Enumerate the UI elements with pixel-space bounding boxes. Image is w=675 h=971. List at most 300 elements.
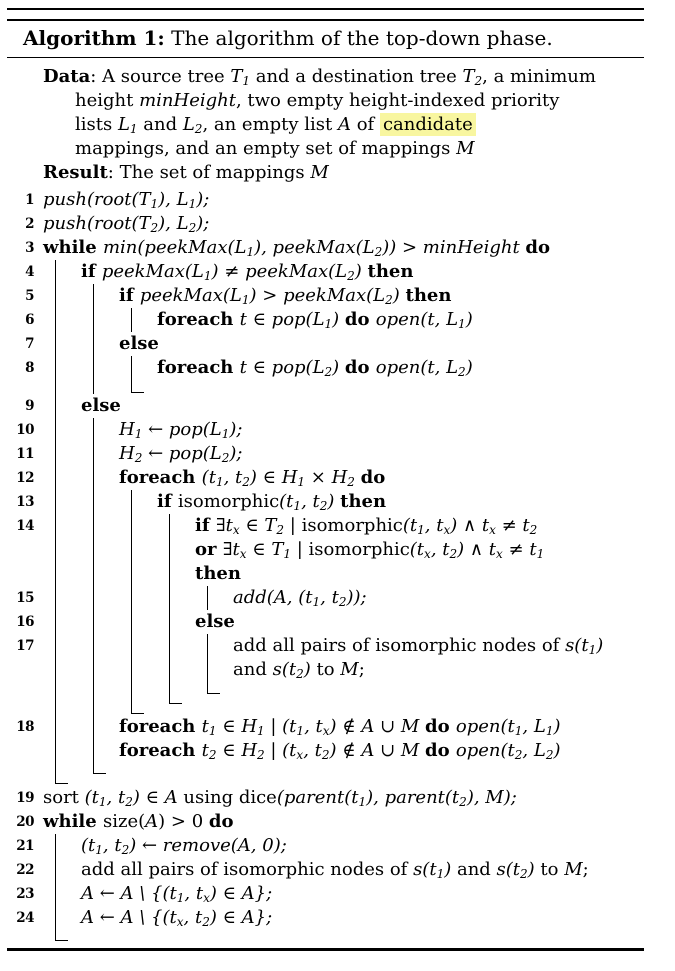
- block-rule: [93, 514, 94, 538]
- seg-rm: ;: [582, 859, 589, 881]
- block-rule: [131, 610, 132, 634]
- seg-rm: , a minimum: [482, 66, 596, 88]
- code-text: [34, 418, 644, 442]
- seg-m: \ {($t_1$, $t_x$) ∈: [133, 883, 242, 906]
- seg-rm: size(: [102, 811, 146, 833]
- seg-m: ($t_1$, $t_x$) ∧ $t_x \ne t_2$: [402, 515, 538, 538]
- block-close-gap: [7, 682, 644, 715]
- block-rule: [55, 858, 56, 882]
- block-rule: [93, 682, 94, 715]
- seg-m: add(A, ($t_1$, $t_2$));: [233, 587, 367, 610]
- line-number: 21: [16, 838, 34, 855]
- block-rule: [55, 380, 56, 394]
- line-number: 12: [16, 470, 34, 487]
- line-number: 19: [16, 790, 34, 807]
- seg-rm: isomorphic: [308, 539, 410, 561]
- code-text: [34, 858, 644, 882]
- seg-cal: M: [340, 659, 359, 681]
- seg-cal: A: [361, 740, 375, 762]
- seg-rm: and: [451, 859, 497, 881]
- top-rule-outer: [7, 8, 644, 10]
- algo-line-9: [7, 394, 644, 418]
- algo-line-11: [7, 442, 644, 466]
- block-rule: [131, 490, 132, 514]
- seg-cal: M: [400, 716, 420, 738]
- block-rule: [207, 658, 208, 682]
- seg-m: $H_2$ ← $pop(L_2)$;: [119, 443, 243, 466]
- seg-m: };: [254, 907, 273, 929]
- seg-rm: :: [90, 66, 103, 88]
- seg-cal: A: [241, 907, 255, 929]
- seg-kw: or: [195, 539, 223, 561]
- seg-m: $T_1$: [230, 66, 251, 89]
- seg-m: ($t_1$, $t_2$) ∈: [84, 787, 165, 810]
- line-number: [7, 538, 34, 562]
- seg-m: $H_1$ ← $pop(L_1)$;: [119, 419, 243, 442]
- line-number: 15: [16, 590, 34, 607]
- bottom-rule: [7, 948, 644, 951]
- block-rule: [93, 490, 94, 514]
- line-number: 7: [25, 336, 34, 353]
- block-end-elbow: [131, 380, 144, 393]
- algorithm-caption-title: The algorithm of the top-down phase.: [164, 25, 553, 50]
- code-text: [34, 442, 644, 466]
- line-number: [7, 682, 34, 715]
- algorithm-caption: [7, 21, 644, 57]
- seg-kw: while: [43, 811, 103, 833]
- line-number: [7, 763, 34, 786]
- block-rule: [207, 586, 208, 610]
- seg-cal: A: [241, 883, 255, 905]
- block-rule: [169, 538, 170, 562]
- block-rule: [93, 610, 94, 634]
- seg-kw: if: [119, 285, 140, 307]
- seg-rm: isomorphic: [301, 515, 403, 537]
- algo-line-10: [7, 418, 644, 442]
- code-text: [34, 538, 644, 562]
- block-rule: [169, 634, 170, 658]
- seg-cal: M: [310, 162, 329, 184]
- block-rule: [169, 658, 170, 682]
- seg-m: $t_1$ ∈ $H_1$ | ($t_1$, $t_x$) ∉: [201, 716, 362, 739]
- caption-rule: [7, 57, 644, 59]
- code-text: [34, 834, 644, 858]
- seg-rm: and: [137, 114, 183, 136]
- seg-rm: using dice: [177, 787, 277, 809]
- block-rule: [93, 442, 94, 466]
- block-rule: [55, 715, 56, 739]
- block-rule: [55, 514, 56, 538]
- seg-rm: add all pairs of isomorphic nodes of: [81, 859, 414, 881]
- algo-line-12: [7, 466, 644, 490]
- block-rule: [55, 586, 56, 610]
- block-rule: [93, 466, 94, 490]
- algorithm-listing: [7, 8, 644, 951]
- seg-m: ←: [94, 907, 121, 929]
- block-end-elbow: [55, 930, 68, 941]
- code-text: [34, 466, 644, 490]
- block-rule: [131, 538, 132, 562]
- block-rule: [55, 466, 56, 490]
- block-rule: [55, 308, 56, 332]
- io-line: [43, 65, 644, 89]
- seg-cal: A: [164, 787, 178, 809]
- seg-rm: to: [316, 659, 341, 681]
- code-text: [34, 810, 644, 834]
- seg-rm: ;: [358, 659, 365, 681]
- line-number: 3: [25, 240, 34, 257]
- seg-cal: A: [120, 883, 134, 905]
- seg-rm: and a destination tree: [250, 66, 463, 88]
- seg-kw: do: [344, 309, 376, 331]
- block-rule: [93, 715, 94, 739]
- seg-m: );: [503, 787, 517, 809]
- code-text: [34, 490, 644, 514]
- block-rule: [169, 562, 170, 586]
- code-text: [34, 394, 644, 418]
- seg-rm: sort: [43, 787, 85, 809]
- seg-m: ∪: [374, 740, 401, 762]
- seg-kw: foreach: [119, 740, 202, 762]
- code-text: [34, 763, 644, 786]
- block-rule: [55, 356, 56, 380]
- block-rule: [207, 634, 208, 658]
- block-rule: [93, 308, 94, 332]
- line-number: 11: [16, 446, 34, 463]
- block-rule: [55, 260, 56, 284]
- seg-cal: A: [81, 883, 94, 905]
- block-rule: [55, 739, 56, 763]
- block-rule: [131, 634, 132, 658]
- seg-kw: foreach: [157, 357, 240, 379]
- line-number: [7, 739, 34, 763]
- algo-line-18: [7, 715, 644, 739]
- seg-m: ($t_1$, $t_2$) ∈ $H_1 \times H_2$: [201, 467, 355, 490]
- block-rule: [55, 284, 56, 308]
- seg-kw: if: [81, 261, 102, 283]
- seg-rm: isomorphic: [177, 491, 280, 513]
- algo-line-cont: [7, 538, 644, 562]
- code-text: [34, 260, 644, 284]
- code-text: [34, 212, 644, 236]
- block-rule: [55, 490, 56, 514]
- line-number: 10: [16, 422, 34, 439]
- line-number: 24: [16, 910, 34, 927]
- block-rule: [55, 682, 56, 715]
- code-text: [34, 610, 644, 634]
- block-rule: [93, 538, 94, 562]
- seg-cal: A: [120, 907, 134, 929]
- code-text: [34, 930, 644, 943]
- seg-m: t ∈ $pop(L_2)$: [239, 357, 345, 380]
- algo-line-14: [7, 514, 644, 538]
- seg-kw: then: [405, 285, 452, 307]
- block-rule: [131, 514, 132, 538]
- seg-m: $s(t_2)$: [496, 859, 535, 882]
- block-rule: [169, 514, 170, 538]
- block-rule: [131, 658, 132, 682]
- algo-line-13: [7, 490, 644, 514]
- code-text: [34, 562, 644, 586]
- code-text: [34, 380, 644, 394]
- line-number: 8: [25, 360, 34, 377]
- line-number: 18: [16, 719, 34, 736]
- block-rule: [93, 562, 94, 586]
- algo-line-7: [7, 332, 644, 356]
- block-rule: [55, 442, 56, 466]
- seg-rm: of: [351, 114, 380, 136]
- seg-m: $L_2$: [182, 114, 203, 137]
- seg-m: open(t, $L_2$): [375, 357, 473, 380]
- seg-m: };: [254, 883, 273, 905]
- seg-kw: foreach: [157, 309, 240, 331]
- seg-kw: else: [119, 333, 159, 355]
- seg-cal: M: [400, 740, 420, 762]
- seg-m: $T_2$: [462, 66, 483, 89]
- code-text: [34, 682, 644, 715]
- seg-kw: do: [425, 716, 456, 738]
- block-rule: [93, 739, 94, 763]
- code-text: [34, 906, 644, 930]
- code-text: [34, 188, 644, 212]
- block-close-gap: [7, 930, 644, 943]
- block-end-elbow: [55, 763, 68, 784]
- data-result-block: [7, 65, 644, 185]
- io-line: [75, 113, 644, 137]
- seg-cal: M: [456, 138, 475, 160]
- seg-m: $\min(peekMax(L_1)$, $peekMax(L_2)$) > minHeight: [102, 237, 526, 260]
- seg-m: minHeight: [139, 90, 236, 112]
- block-rule: [169, 610, 170, 634]
- seg-lbl: Result: [43, 162, 108, 184]
- seg-m: $s(t_2)$: [272, 659, 317, 682]
- algo-line-6: [7, 308, 644, 332]
- seg-m: ($t_1$, $t_2$) ← remove(: [81, 835, 238, 858]
- line-number: 16: [16, 614, 34, 631]
- code-text: [34, 658, 644, 682]
- block-rule: [55, 418, 56, 442]
- seg-m: $open(t_2$, $L_2$): [455, 740, 561, 763]
- algo-line-16: [7, 610, 644, 634]
- seg-m: $peekMax(L_1)$ ≠ $peekMax(L_2)$: [101, 261, 368, 284]
- code-text: [34, 739, 644, 763]
- seg-m: $push(root(T_1)$, $L_1$);: [43, 189, 210, 212]
- algo-line-cont: [7, 658, 644, 682]
- seg-rm: to: [534, 859, 565, 881]
- line-number: 4: [25, 264, 34, 281]
- block-rule: [93, 586, 94, 610]
- seg-rm: ) > 0: [158, 811, 209, 833]
- seg-rm: mappings, and an empty set of mappings: [75, 138, 457, 160]
- algo-line-1: [7, 188, 644, 212]
- line-number: 9: [25, 398, 34, 415]
- seg-kw: else: [81, 395, 121, 417]
- block-rule: [55, 332, 56, 356]
- block-rule: [93, 356, 94, 380]
- seg-m: $\exists t_x$ ∈ $T_1$ |: [222, 539, 309, 562]
- code-text: [34, 308, 644, 332]
- seg-rm: The set of mappings: [119, 162, 311, 184]
- seg-kw: else: [195, 611, 235, 633]
- seg-rm: , an empty list: [202, 114, 338, 136]
- seg-m: ($t_x$, $t_2$) ∧ $t_x \ne t_1$: [409, 539, 545, 562]
- seg-m: t ∈ $pop(L_1)$: [239, 309, 345, 332]
- line-number: 22: [16, 862, 34, 879]
- block-end-elbow: [93, 763, 106, 774]
- block-close-gap: [7, 380, 644, 394]
- line-number: 13: [16, 494, 34, 511]
- algo-line-20: [7, 810, 644, 834]
- seg-m: $s(t_1)$: [565, 635, 604, 658]
- line-number: 23: [16, 886, 34, 903]
- block-rule: [55, 834, 56, 858]
- algo-line-23: [7, 882, 644, 906]
- seg-kw: do: [360, 467, 386, 489]
- block-rule: [55, 906, 56, 930]
- block-rule: [169, 586, 170, 610]
- seg-lbl: Data: [43, 66, 91, 88]
- seg-rm: :: [107, 162, 120, 184]
- seg-kw: do: [344, 357, 376, 379]
- seg-kw: do: [208, 811, 234, 833]
- seg-m: $open(t_1$, $L_1$): [455, 716, 561, 739]
- block-end-elbow: [131, 682, 144, 714]
- algo-line-2: [7, 212, 644, 236]
- code-text: [34, 236, 644, 260]
- seg-m: ($t_1$, $t_2$): [279, 491, 341, 514]
- line-number: 17: [16, 638, 34, 655]
- line-number: 5: [25, 288, 34, 305]
- algo-line-21: [7, 834, 644, 858]
- block-rule: [131, 308, 132, 332]
- algo-line-4: [7, 260, 644, 284]
- block-rule: [93, 332, 94, 356]
- seg-kw: then: [340, 491, 387, 513]
- seg-m: \ {($t_x$, $t_2$) ∈: [133, 907, 242, 930]
- highlighted-term: candidate: [380, 113, 476, 136]
- seg-m: open(t, $L_1$): [375, 309, 473, 332]
- code-text: [34, 332, 644, 356]
- code-text: [34, 715, 644, 739]
- seg-kw: then: [367, 261, 414, 283]
- algo-line-24: [7, 906, 644, 930]
- block-rule: [93, 418, 94, 442]
- seg-cal: A: [237, 835, 251, 857]
- block-end-elbow: [207, 682, 220, 694]
- io-line: [43, 161, 644, 185]
- seg-m: $t_2$ ∈ $H_2$ | ($t_x$, $t_2$) ∉: [201, 740, 362, 763]
- seg-rm: and: [233, 659, 273, 681]
- algo-line-8: [7, 356, 644, 380]
- block-rule: [93, 380, 94, 394]
- block-rule: [93, 284, 94, 308]
- seg-rm: , two empty height-indexed priority: [235, 90, 560, 112]
- code-text: [34, 356, 644, 380]
- block-rule: [55, 882, 56, 906]
- line-number: [7, 562, 34, 586]
- block-close-gap: [7, 763, 644, 786]
- seg-kw: then: [195, 563, 241, 585]
- seg-rm: height: [75, 90, 140, 112]
- seg-kw: do: [525, 237, 550, 259]
- code-text: [34, 514, 644, 538]
- seg-kw: if: [157, 491, 178, 513]
- seg-cal: A: [145, 811, 159, 833]
- line-number: [7, 380, 34, 394]
- algorithm-caption-label: Algorithm 1:: [23, 25, 165, 50]
- algo-line-cont: [7, 739, 644, 763]
- algo-line-15: [7, 586, 644, 610]
- algo-line-3: [7, 236, 644, 260]
- seg-kw: foreach: [119, 467, 202, 489]
- seg-rm: lists: [75, 114, 118, 136]
- code-text: [34, 786, 644, 810]
- io-line: [75, 137, 644, 161]
- line-number: 6: [25, 312, 34, 329]
- seg-cal: M: [485, 787, 504, 809]
- seg-m: $push(root(T_2)$, $L_2$);: [43, 213, 210, 236]
- seg-kw: while: [43, 237, 103, 259]
- code-text: [34, 586, 644, 610]
- line-number: 20: [16, 814, 34, 831]
- seg-m: $L_1$: [117, 114, 138, 137]
- line-number: 14: [16, 518, 34, 535]
- algo-line-17: [7, 634, 644, 658]
- block-rule: [55, 538, 56, 562]
- seg-cal: A: [361, 716, 375, 738]
- seg-m: ←: [94, 883, 121, 905]
- algo-line-5: [7, 284, 644, 308]
- seg-m: ($parent(t_1)$, $parent(t_2)$,: [276, 787, 486, 810]
- block-rule: [93, 658, 94, 682]
- line-number: 1: [25, 192, 34, 209]
- seg-m: , 0);: [250, 835, 287, 857]
- code-text: [34, 634, 644, 658]
- algo-line-cont: [7, 562, 644, 586]
- line-number: 2: [25, 216, 34, 233]
- algo-line-19: [7, 786, 644, 810]
- block-rule: [55, 610, 56, 634]
- seg-rm: A source tree: [102, 66, 231, 88]
- code-text: [34, 284, 644, 308]
- seg-cal: A: [338, 114, 351, 136]
- io-line: [75, 89, 644, 113]
- block-rule: [55, 562, 56, 586]
- block-rule: [55, 634, 56, 658]
- block-rule: [93, 634, 94, 658]
- line-number: [7, 658, 34, 682]
- code-text: [34, 882, 644, 906]
- block-end-elbow: [169, 682, 182, 704]
- seg-cal: M: [564, 859, 583, 881]
- block-rule: [55, 658, 56, 682]
- line-number: [7, 930, 34, 943]
- algo-line-22: [7, 858, 644, 882]
- seg-m: $\exists t_x$ ∈ $T_2$ |: [215, 515, 302, 538]
- seg-kw: do: [425, 740, 456, 762]
- block-rule: [131, 586, 132, 610]
- seg-m: ∪: [374, 716, 401, 738]
- seg-cal: A: [81, 907, 94, 929]
- seg-m: $peekMax(L_1)$ > $peekMax(L_2)$: [139, 285, 406, 308]
- seg-kw: if: [195, 515, 216, 537]
- block-rule: [55, 394, 56, 418]
- block-rule: [131, 356, 132, 380]
- block-rule: [131, 562, 132, 586]
- seg-kw: foreach: [119, 716, 202, 738]
- seg-m: $s(t_1)$: [413, 859, 452, 882]
- algorithm-body: [7, 188, 644, 948]
